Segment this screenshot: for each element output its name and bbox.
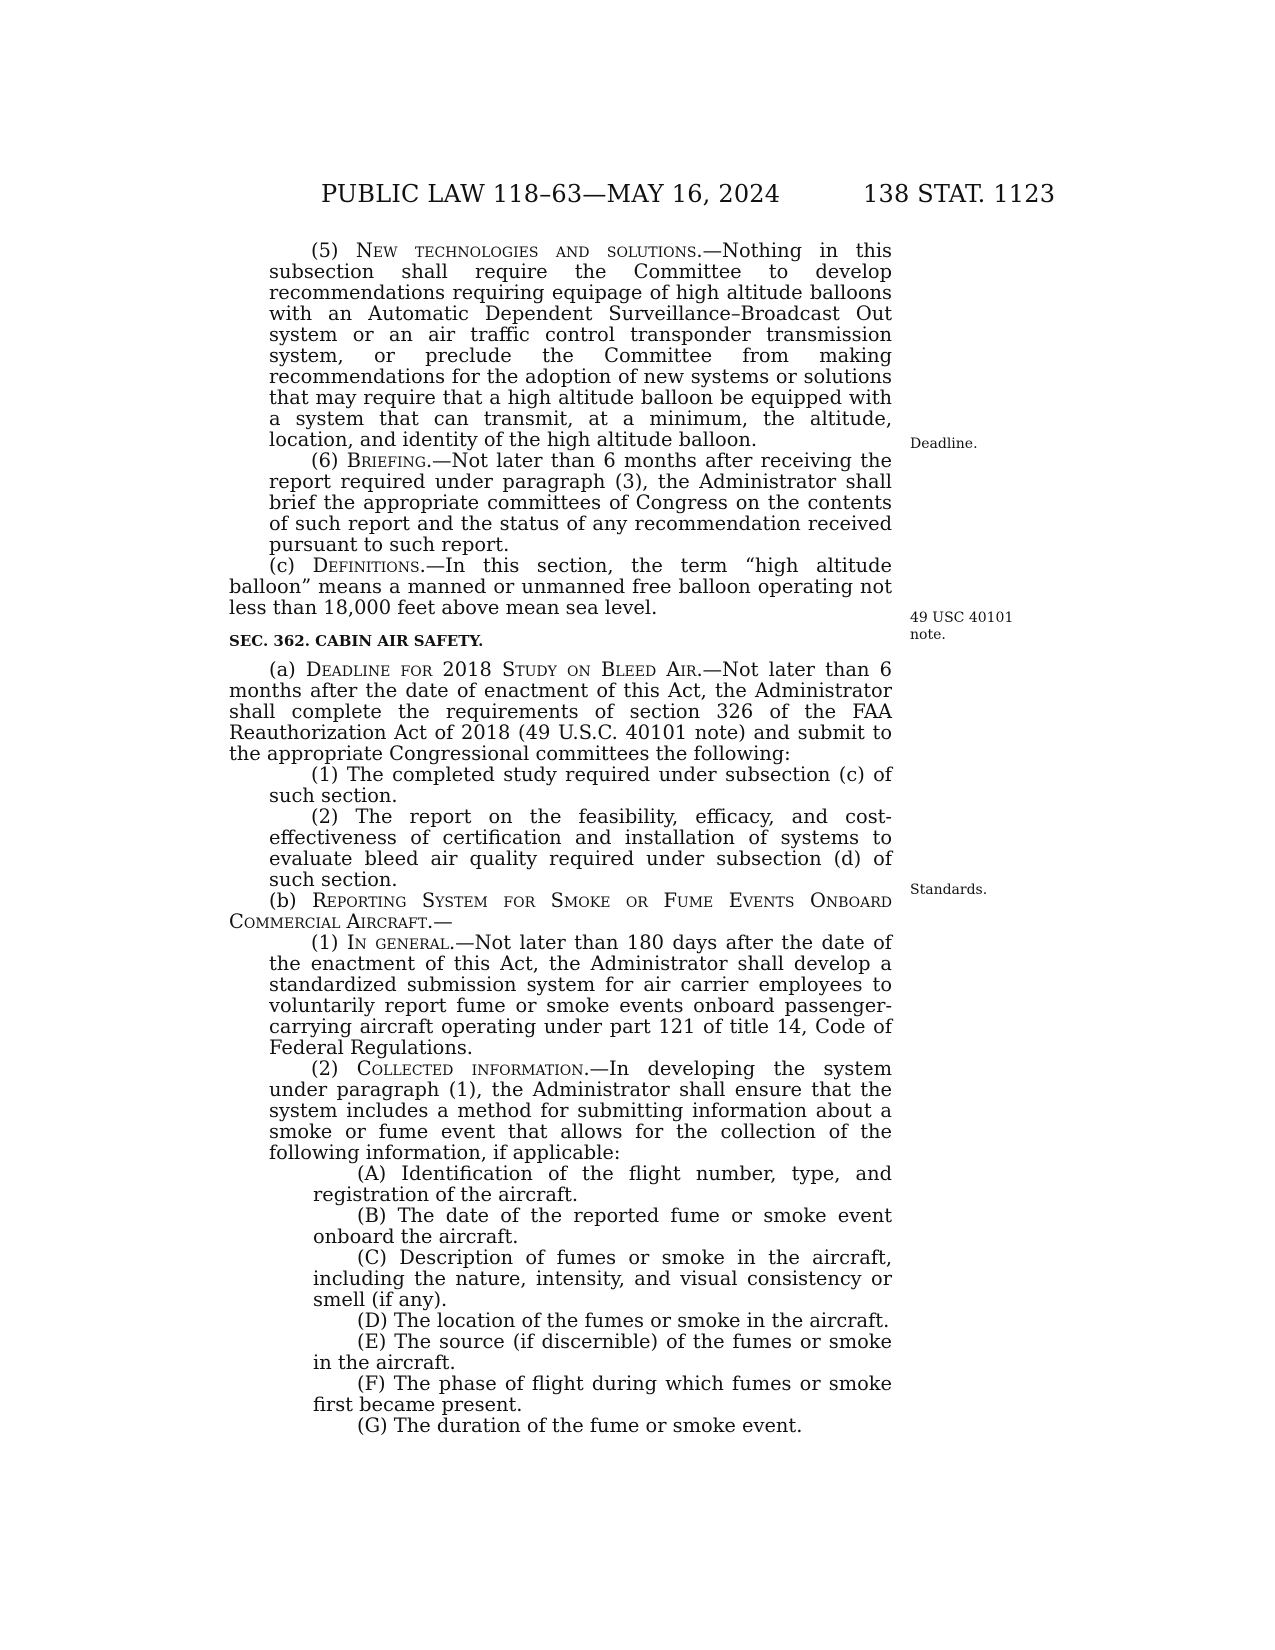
list-item-b: (B) The date of the reported fume or smoke event onboard the aircraft. xyxy=(313,1204,892,1248)
paragraph-text: —Nothing in this subsection shall require the Committee to develop recommendations requiring equipage of high altitude balloons with an Automatic Dependent Surveillance–Broadcast Out system or an air traffic control transponder transmission system, or preclude the Committee from making recommendations for the adoption of new systems or solutions that may require that a high altitude balloon be equipped with a system that can transmit, at a minimum, the altitude, location, and identity of the high altitude balloon. xyxy=(269,239,893,451)
page-header xyxy=(0,180,1275,214)
paragraph-text: —Not later than 6 months after receiving the report required under paragraph (3), the Administrator shall brief the appropriate committees of Congress on the contents of such report and the status of any recommendation received pursuant to such report. xyxy=(269,449,892,556)
list-item-f: (F) The phase of flight during which fumes or smoke first became present. xyxy=(313,1372,892,1416)
paragraph-heading: Deadline for 2018 Study on Bleed Air. xyxy=(305,658,703,681)
statute-body xyxy=(229,240,892,1436)
paragraph-number: (2) xyxy=(311,1057,339,1080)
paragraph-heading: Collected information. xyxy=(356,1057,590,1080)
section-heading: SEC. 362. CABIN AIR SAFETY. xyxy=(229,632,484,650)
paragraph-b1 xyxy=(229,932,892,1058)
paragraph-heading: Briefing. xyxy=(346,449,433,472)
paragraph-number: (1) xyxy=(311,931,339,954)
running-head-title: PUBLIC LAW 118–63—MAY 16, 2024 xyxy=(321,180,781,208)
paragraph-a1: (1) The completed study required under subsection (c) of such section. xyxy=(269,763,892,807)
subsection-a xyxy=(229,659,892,764)
paragraph-number: (c) xyxy=(269,554,295,577)
paragraph-heading: Definitions. xyxy=(312,554,426,577)
list-item-d: (D) The location of the fumes or smoke in the aircraft. xyxy=(357,1309,890,1332)
paragraph-number: (a) xyxy=(269,658,296,681)
paragraph-text: — xyxy=(433,910,453,933)
list-item-g: (G) The duration of the fume or smoke event. xyxy=(357,1414,803,1437)
paragraph-a2: (2) The report on the feasibility, efficacy, and cost-effectiveness of certification and installation of systems to evaluate bleed air quality required under subsection (d) of such section. xyxy=(269,805,892,891)
margin-note-standards: Standards. xyxy=(910,882,988,898)
paragraph-5 xyxy=(229,240,892,450)
paragraph-6 xyxy=(229,450,892,555)
margin-note-usc-line1: 49 USC 40101 xyxy=(910,610,1014,626)
margin-note-deadline: Deadline. xyxy=(910,436,978,452)
paragraph-heading: New technologies and solutions. xyxy=(355,239,703,262)
list-item-e: (E) The source (if discernible) of the fumes or smoke in the aircraft. xyxy=(313,1330,892,1374)
paragraph-text: —In developing the system under paragraph (1), the Administrator shall ensure that the system includes a method for submitting information about a smoke or fume event that allows for the collection of the following information, if applicable: xyxy=(269,1057,892,1164)
subsection-b xyxy=(229,890,892,932)
paragraph-text: —Not later than 180 days after the date of the enactment of this Act, the Administrator shall develop a standardized submission system for air carrier employees to voluntarily report fume or smoke events onboard passenger-carrying aircraft operating under part 121 of title 14, Code of Federal Regulations. xyxy=(269,931,892,1059)
margin-note-usc-line2: note. xyxy=(910,627,946,643)
paragraph-text: —In this section, the term “high altitude balloon” means a manned or unmanned free balloon operating not less than 18,000 feet above mean sea level. xyxy=(229,554,892,619)
list-item-a: (A) Identification of the flight number, type, and registration of the aircraft. xyxy=(313,1162,892,1206)
paragraph-text: —Not later than 6 months after the date of enactment of this Act, the Administrator shall complete the requirements of section 326 of the FAA Reauthorization Act of 2018 (49 U.S.C. 40101 note) and submit to the appropriate Congressional committees the following: xyxy=(229,658,892,765)
paragraph-b2 xyxy=(229,1058,892,1163)
paragraph-heading: Reporting System for Smoke or Fume Events Onboard Commercial Aircraft. xyxy=(229,889,892,933)
paragraph-heading: In general. xyxy=(346,931,456,954)
paragraph-number: (5) xyxy=(311,239,339,262)
list-item-c: (C) Description of fumes or smoke in the aircraft, including the nature, intensity, and visual consistency or smell (if any). xyxy=(313,1246,892,1311)
paragraph-number: (6) xyxy=(311,449,339,472)
subsection-c xyxy=(229,555,892,618)
paragraph-number: (b) xyxy=(269,889,297,912)
statute-page-number: 138 STAT. 1123 xyxy=(863,180,1056,208)
